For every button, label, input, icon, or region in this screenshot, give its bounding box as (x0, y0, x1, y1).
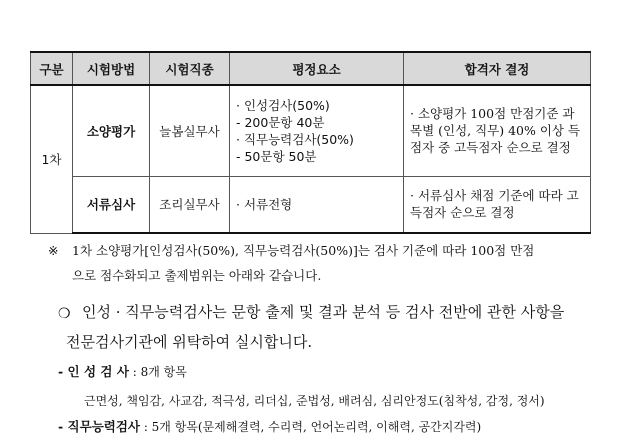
aptitude-label: - 직무능력검사 (58, 419, 140, 434)
table-row (31, 85, 591, 176)
job-cell: 조리실무사 (150, 176, 230, 233)
header-elements: 평정요소 (230, 52, 404, 85)
method-cell: 서류심사 (73, 176, 150, 233)
separator: : (128, 365, 141, 379)
header-method: 시험방법 (73, 52, 150, 85)
job-cell: 늘봄실무사 (150, 85, 230, 176)
table-row (31, 176, 591, 233)
element-line: · 인성검사(50%) (236, 97, 330, 113)
elements-cell (230, 176, 404, 233)
header-category: 구분 (31, 52, 73, 85)
decision-cell: · 서류심사 채점 기준에 따라 고득점자 순으로 결정 (404, 176, 591, 233)
notice-line: 전문검사기관에 위탁하여 실시합니다. (66, 333, 313, 351)
elements-cell (230, 85, 404, 176)
element-line: - 200문항 40분 (236, 114, 325, 130)
personality-items: 근면성, 책임감, 사교감, 적극성, 리더십, 준법성, 배려심, 심리안정도(침착성, 감정, 정서) (84, 394, 545, 408)
notice-line: 인성 · 직무능력검사는 문항 출제 및 결과 분석 등 검사 전반에 관한 사항을 (82, 303, 565, 321)
reference-mark: ※ (48, 243, 59, 258)
note-line: 으로 점수화되고 출제범위는 아래와 같습니다. (72, 268, 322, 283)
stage-cell: 1차 (31, 85, 73, 233)
circle-bullet-icon: ❍ (58, 306, 71, 322)
element-line: · 서류전형 (236, 196, 293, 212)
aptitude-count: 5개 항목(문제해결력, 수리력, 언어논리력, 이해력, 공간지각력) (151, 420, 482, 434)
header-job: 시험직종 (150, 52, 230, 85)
table-header-row (31, 52, 591, 85)
personality-label: - 인 성 검 사 (58, 364, 129, 379)
separator: : (140, 420, 152, 434)
exam-table (30, 51, 591, 234)
method-cell: 소양평가 (73, 85, 150, 176)
personality-test-heading (58, 362, 187, 380)
note-line: 1차 소양평가[인성검사(50%), 직무능력검사(50%)]는 검사 기준에 따라 100점 만점 (72, 243, 535, 258)
aptitude-test-heading (58, 417, 481, 435)
decision-cell: · 소양평가 100점 만점기준 과목별 (인성, 직무) 40% 이상 득점자 중 고득점자 순으로 결정 (404, 85, 591, 176)
element-line: · 직무능력검사(50%) (236, 131, 354, 147)
personality-count: 8개 항목 (140, 365, 187, 379)
header-decision: 합격자 결정 (404, 52, 591, 85)
element-line: - 50문항 50분 (236, 148, 317, 164)
outsourcing-notice (58, 297, 588, 357)
note-paragraph (50, 238, 595, 288)
